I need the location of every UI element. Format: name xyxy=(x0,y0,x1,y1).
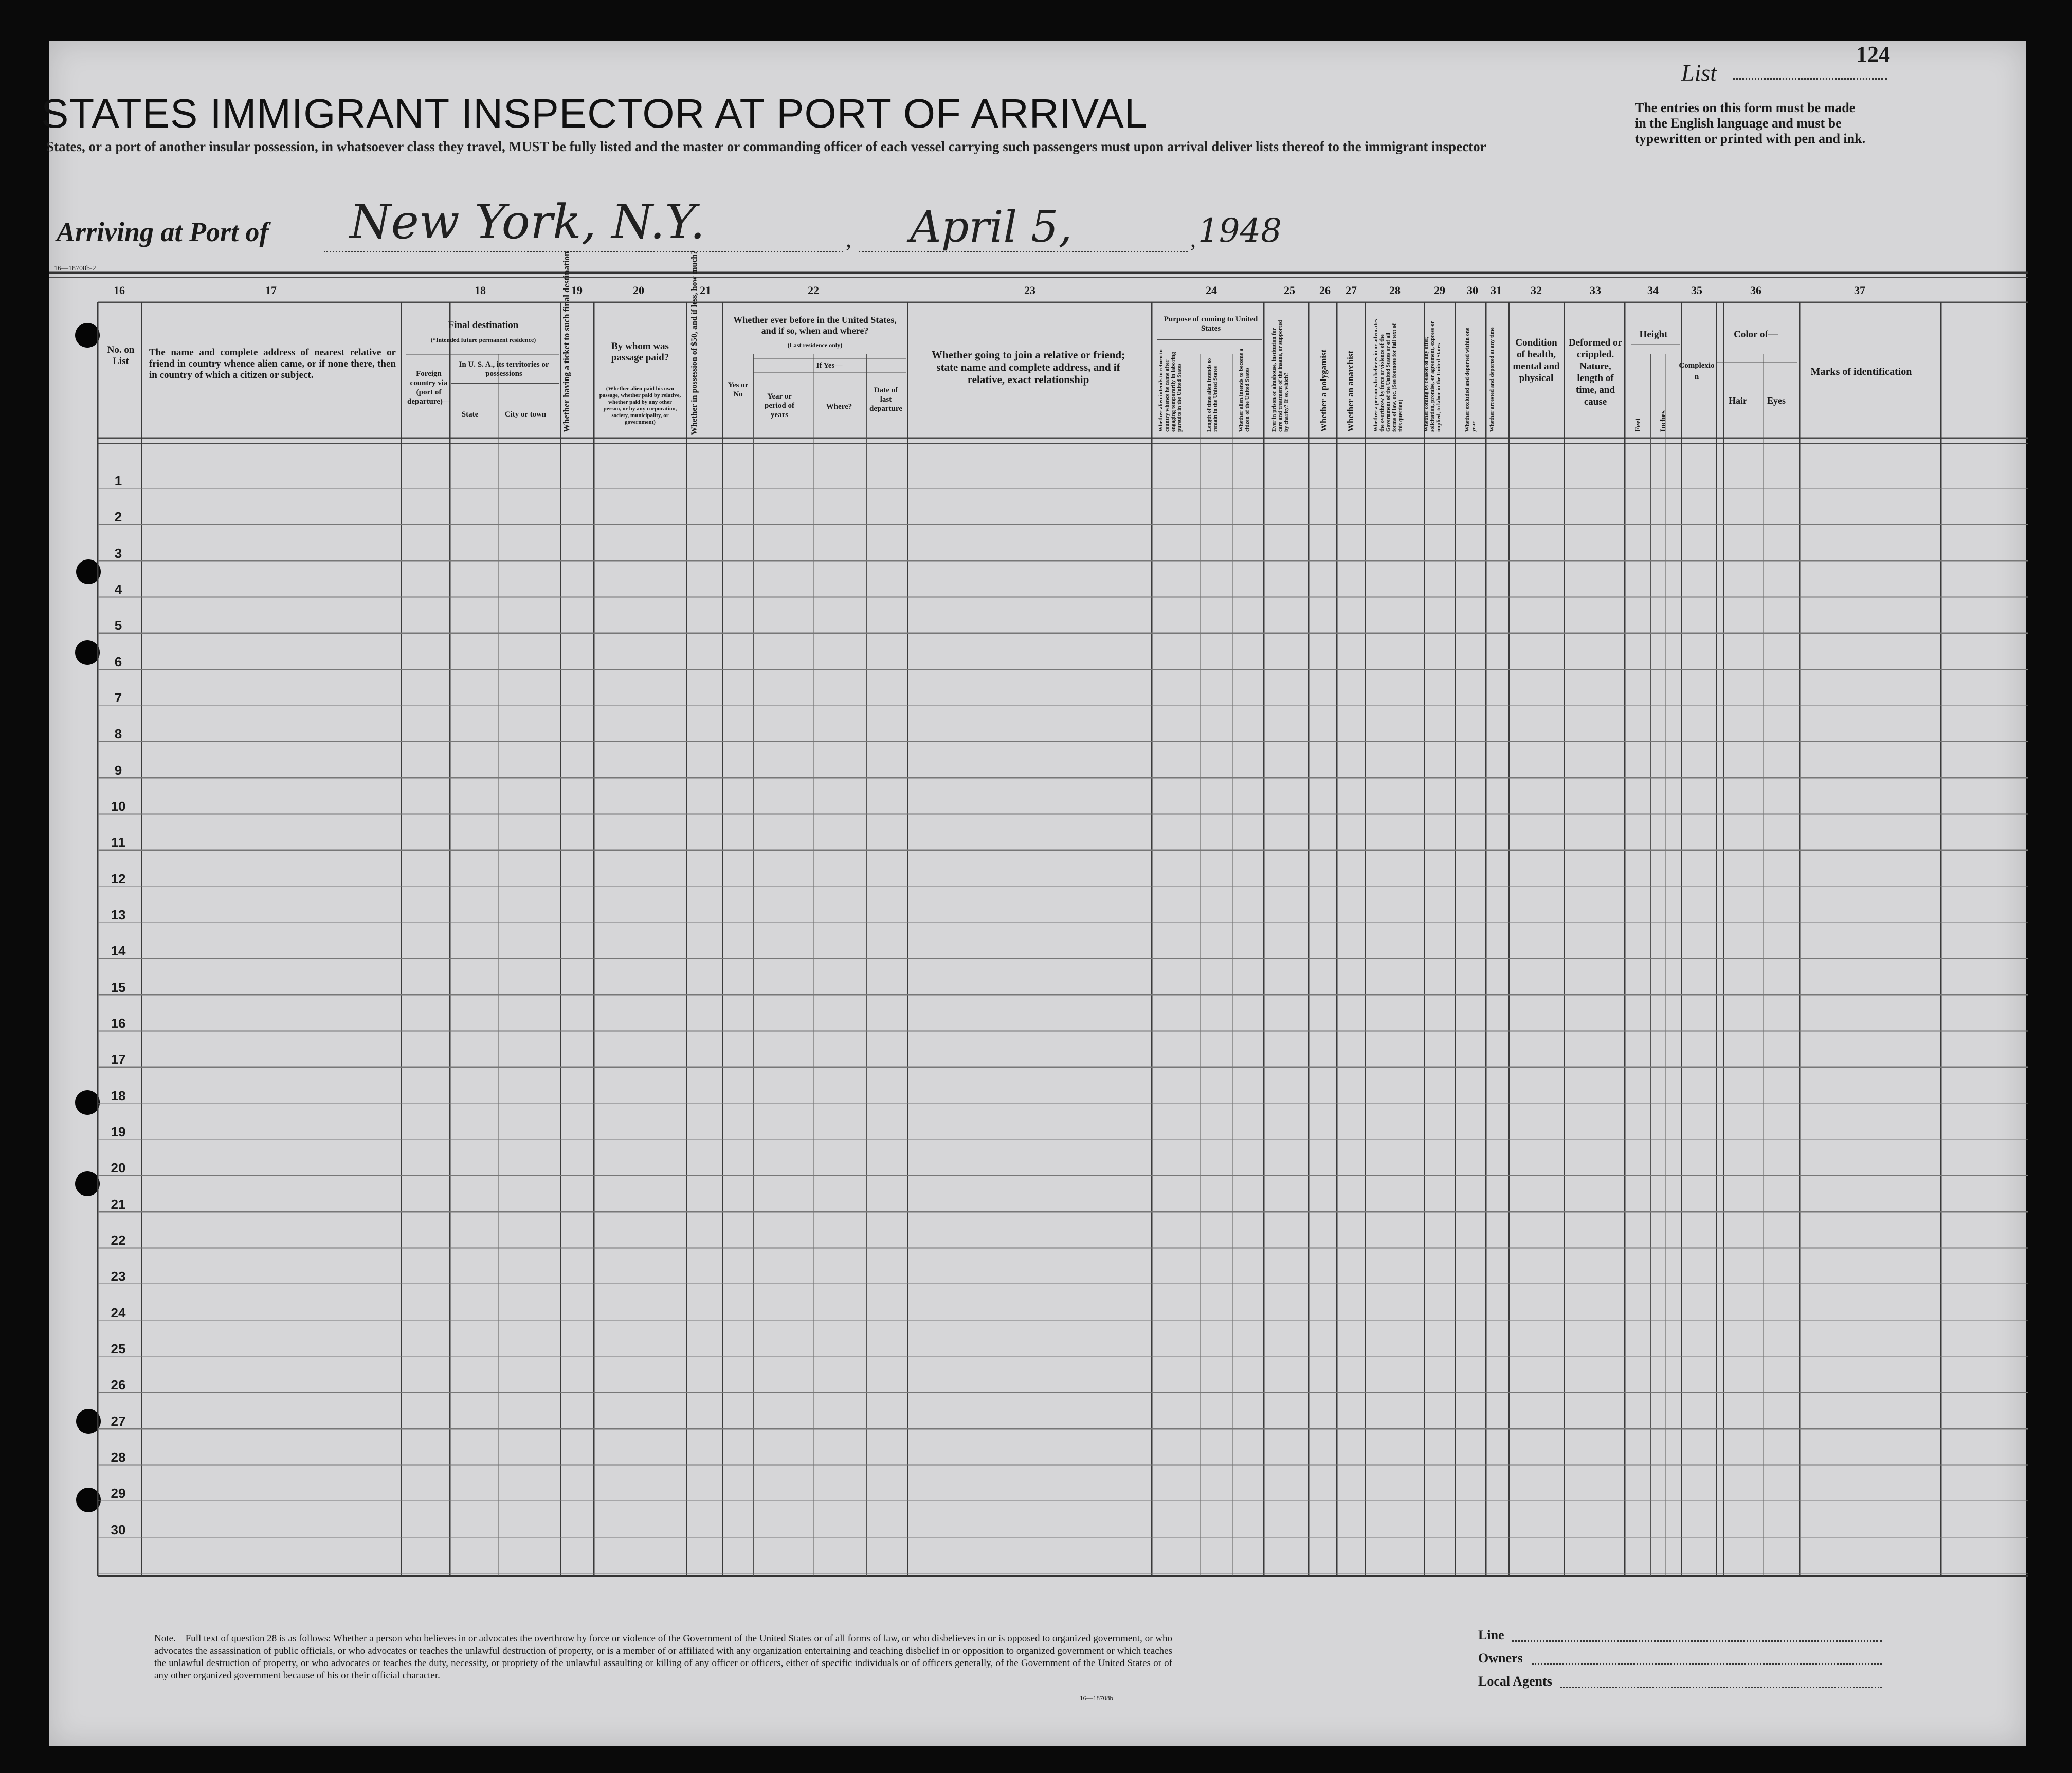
footnote: Note.—Full text of question 28 is as follows: Whether a person who believes in or advocates the overthrow by force or violence of the Government of the United States or of all forms of law, or who disbelieves in or is opposed to organized government, or who advocates the assassination of public officials, or who advocates or teaches the unlawful destruction of property, or is a member of or affiliated with any organization entertaining and teaching disbelief in or opposition to organized government or which teaches the unlawful destruction of property, or who advocates or teaches the duty, necessity, or propriety of the unlawful assaulting or killing of any officer or officers, either of specific individuals or of officers generally, of the Government of the United States or of any other organized government because of his or their official character. xyxy=(154,1633,1172,1681)
col16-header: No. on List xyxy=(107,345,135,367)
colnum-34: 34 xyxy=(1647,284,1659,297)
col18-usa: In U. S. A., its territories or possessions xyxy=(459,360,549,378)
colnum-26: 26 xyxy=(1319,284,1331,297)
owners-field[interactable] xyxy=(1532,1663,1882,1665)
row-number: 28 xyxy=(111,1450,126,1465)
col36-hair: Hair xyxy=(1729,395,1747,406)
page-number: 124 xyxy=(1856,42,1890,67)
row-number: 7 xyxy=(114,690,122,705)
colnum-20: 20 xyxy=(633,284,644,297)
list-label: List xyxy=(1681,60,1717,86)
form-title: STATES IMMIGRANT INSPECTOR AT PORT OF ARRIVAL xyxy=(41,91,1148,136)
col34-title: Height xyxy=(1639,329,1668,340)
col18-sub: (*Intended future permanent residence) xyxy=(430,336,536,343)
col23-header: Whether going to join a relative or friend; state name and complete address, and if relative, exact relationship xyxy=(931,349,1125,386)
line-field[interactable] xyxy=(1512,1640,1882,1642)
colnum-23: 23 xyxy=(1024,284,1035,297)
row-number: 9 xyxy=(114,762,122,778)
row-number: 5 xyxy=(114,618,122,634)
colnum-18: 18 xyxy=(475,284,486,297)
colnum-24: 24 xyxy=(1206,284,1217,297)
col17-header: The name and complete address of nearest relative or friend in country whence alien came, or if none there, then in country of which a citizen or subject. xyxy=(149,347,396,381)
arriving-label: Arriving at Port of xyxy=(57,216,269,247)
col36-eyes: Eyes xyxy=(1767,395,1786,406)
colnum-19: 19 xyxy=(571,284,583,297)
row-number: 22 xyxy=(111,1233,126,1248)
col26-header: Whether a polygamist xyxy=(1319,349,1329,432)
col22-yesno: Yes or No xyxy=(728,381,749,399)
col18-foreign: Foreign country via (port of departure)— xyxy=(407,370,450,406)
colnum-27: 27 xyxy=(1346,284,1357,297)
colnum-33: 33 xyxy=(1590,284,1601,297)
col21-header: Whether in possession of $50, and if less, how much? xyxy=(690,250,699,435)
col22-ifyes: If Yes— xyxy=(816,361,843,370)
col22-date: Date of last departure xyxy=(869,386,902,413)
colnum-22: 22 xyxy=(808,284,819,297)
owners-label: Owners xyxy=(1478,1651,1523,1666)
colnum-32: 32 xyxy=(1531,284,1542,297)
line-label: Line xyxy=(1478,1627,1504,1642)
col37-header: Marks of identification xyxy=(1810,366,1912,377)
colnum-36: 36 xyxy=(1750,284,1761,297)
row-number: 2 xyxy=(114,509,122,525)
colnum-35: 35 xyxy=(1691,284,1702,297)
colnum-37: 37 xyxy=(1854,284,1865,297)
colnum-25: 25 xyxy=(1284,284,1295,297)
row-number: 13 xyxy=(111,907,126,922)
col22-sub: (Last residence only) xyxy=(787,341,843,349)
col36-title: Color of— xyxy=(1734,329,1778,340)
row-number: 27 xyxy=(111,1413,126,1429)
row-number: 8 xyxy=(114,726,122,742)
row-number: 1 xyxy=(114,473,122,489)
form-subtitle: States, or a port of another insular possession, in whatsoever class they travel, MUST be fully listed and the master or commanding officer of each vessel carrying such passengers must upon arrival deliver lists thereof to the immigrant inspector xyxy=(46,139,1486,154)
col22-years: Year or period of years xyxy=(765,392,794,419)
colnum-31: 31 xyxy=(1491,284,1502,297)
form-notice: The entries on this form must be made in the English language and must be typewritten or printed with pen and ink. xyxy=(1635,100,1866,146)
col27-header: Whether an anarchist xyxy=(1346,350,1355,432)
row-number: 14 xyxy=(111,943,126,959)
date-handwritten[interactable]: April 5, xyxy=(910,202,1073,252)
row-number: 29 xyxy=(111,1486,126,1501)
form-number: 16—18708b-2 xyxy=(54,265,96,273)
col18-city: City or town xyxy=(504,410,547,419)
row-number: 4 xyxy=(114,582,122,597)
footnote-form-number: 16—18708b xyxy=(1080,1694,1113,1702)
col24b-header: Length of time alien intends to remain in the United States xyxy=(1206,358,1219,432)
row-number: 25 xyxy=(111,1341,126,1356)
col20-title: By whom was passage paid? xyxy=(611,341,669,363)
col20-sub: (Whether alien paid his own passage, whether paid by relative, whether paid by any other person, or by any corporation, society, municipality, or government) xyxy=(599,386,681,425)
col24-title: Purpose of coming to United States xyxy=(1164,315,1258,333)
port-handwritten[interactable]: New York, N.Y. xyxy=(350,194,705,249)
col22-where: Where? xyxy=(826,403,852,411)
col30-header: Whether excluded and deported within one year xyxy=(1464,327,1477,432)
row-number: 10 xyxy=(111,799,126,814)
row-number: 26 xyxy=(111,1377,126,1393)
col31-header: Whether arrested and deported at any time xyxy=(1489,327,1495,432)
row-number: 6 xyxy=(114,654,122,670)
row-number: 17 xyxy=(111,1052,126,1068)
col34-inches: Inches xyxy=(1659,410,1667,432)
col33-header: Deformed or crippled. Nature, length of time, and cause xyxy=(1569,337,1622,407)
col19-header: Whether having a ticket to such final destination xyxy=(561,251,571,432)
row-number: 3 xyxy=(114,545,122,561)
row-number: 12 xyxy=(111,871,126,887)
row-number: 15 xyxy=(111,979,126,995)
row-number: 30 xyxy=(111,1522,126,1537)
col28-header: Whether a person who believes in or advocates the overthrow by force or violence of the Government of the United States or of all forms of law, etc. (See footnote for full text of this question) xyxy=(1373,319,1404,432)
col35-header: Complexion xyxy=(1679,361,1715,381)
colnum-16: 16 xyxy=(114,284,125,297)
col34-feet: Feet xyxy=(1634,418,1642,432)
col29-header: Whether coming by reason of any offer, solicitation, promise, or agreement, express or implied, to labor in the United States xyxy=(1423,321,1442,432)
colnum-17: 17 xyxy=(265,284,277,297)
row-number: 11 xyxy=(111,835,125,851)
colnum-28: 28 xyxy=(1389,284,1401,297)
colnum-21: 21 xyxy=(700,284,711,297)
col24c-header: Whether alien intends to become a citizen of the United States xyxy=(1238,348,1250,432)
col18-state: State xyxy=(461,410,479,419)
colnum-29: 29 xyxy=(1434,284,1445,297)
local-agents-label: Local Agents xyxy=(1478,1674,1552,1689)
row-number: 24 xyxy=(111,1305,126,1320)
row-number: 18 xyxy=(111,1088,126,1103)
row-number: 21 xyxy=(111,1196,126,1212)
colnum-30: 30 xyxy=(1467,284,1478,297)
col22-title: Whether ever before in the United States, and if so, when and where? xyxy=(733,315,897,336)
row-number: 20 xyxy=(111,1160,126,1176)
row-number: 16 xyxy=(111,1016,126,1031)
col32-header: Condition of health, mental and physical xyxy=(1513,337,1560,384)
row-number: 19 xyxy=(111,1124,126,1139)
year-handwritten[interactable]: 1948 xyxy=(1198,212,1282,250)
row-number: 23 xyxy=(111,1269,126,1284)
col24a-header: Whether alien intends to return to country whence he came after engaging temporarily in laboring pursuits in the United States xyxy=(1158,349,1183,432)
col18-title: Final destination xyxy=(448,320,519,331)
col25-header: Ever in prison or almshouse, institution for care and treatment of the insane, or supported by charity? If so, which? xyxy=(1271,320,1289,432)
local-agents-field[interactable] xyxy=(1560,1687,1882,1688)
